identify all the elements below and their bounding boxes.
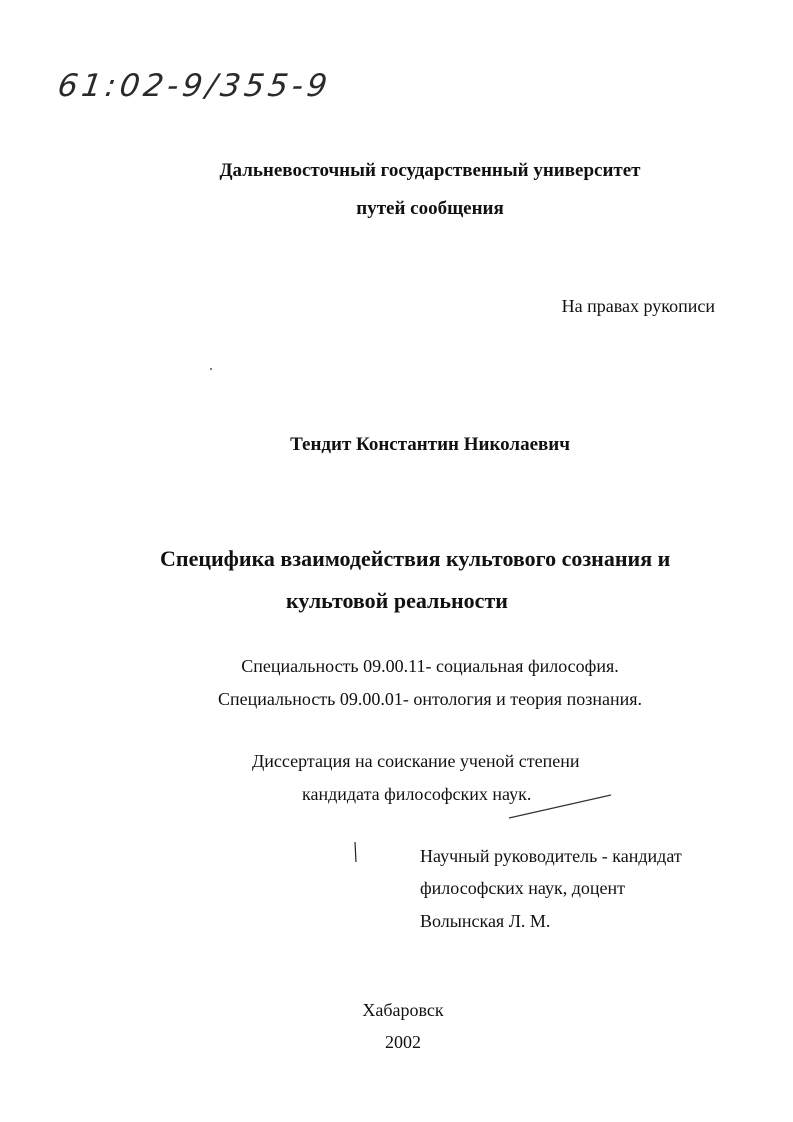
city: Хабаровск (362, 1000, 444, 1020)
advisor-name: Волынская Л. М. (420, 911, 551, 931)
advisor-line2: философских наук, доцент (420, 878, 625, 898)
degree-statement-line2: кандидата философских наук. (302, 784, 532, 804)
author-name: Тендит Константин Николаевич (290, 434, 570, 455)
university-name-line2: путей сообщения (356, 198, 504, 219)
dissertation-title-line2: культовой реальности (286, 588, 508, 613)
manuscript-note: На правах рукописи (561, 296, 715, 316)
archive-code-handwritten: 61:02-9/355-9 (55, 68, 334, 104)
specialty-line-2: Специальность 09.00.01- онтология и теория познания. (218, 689, 642, 709)
scan-speck (209, 367, 213, 371)
dissertation-title-line1: Специфика взаимодействия культового сознания и (160, 546, 671, 571)
pen-stroke-mark (505, 792, 615, 822)
advisor-line1: Научный руководитель - кандидат (420, 846, 682, 866)
university-name-line1: Дальневосточный государственный университет (219, 160, 641, 181)
degree-statement-line1: Диссертация на соискание ученой степени (252, 751, 580, 771)
margin-tick-mark (350, 840, 360, 866)
year: 2002 (385, 1032, 421, 1052)
specialty-line-1: Специальность 09.00.11- социальная философия. (241, 656, 619, 676)
